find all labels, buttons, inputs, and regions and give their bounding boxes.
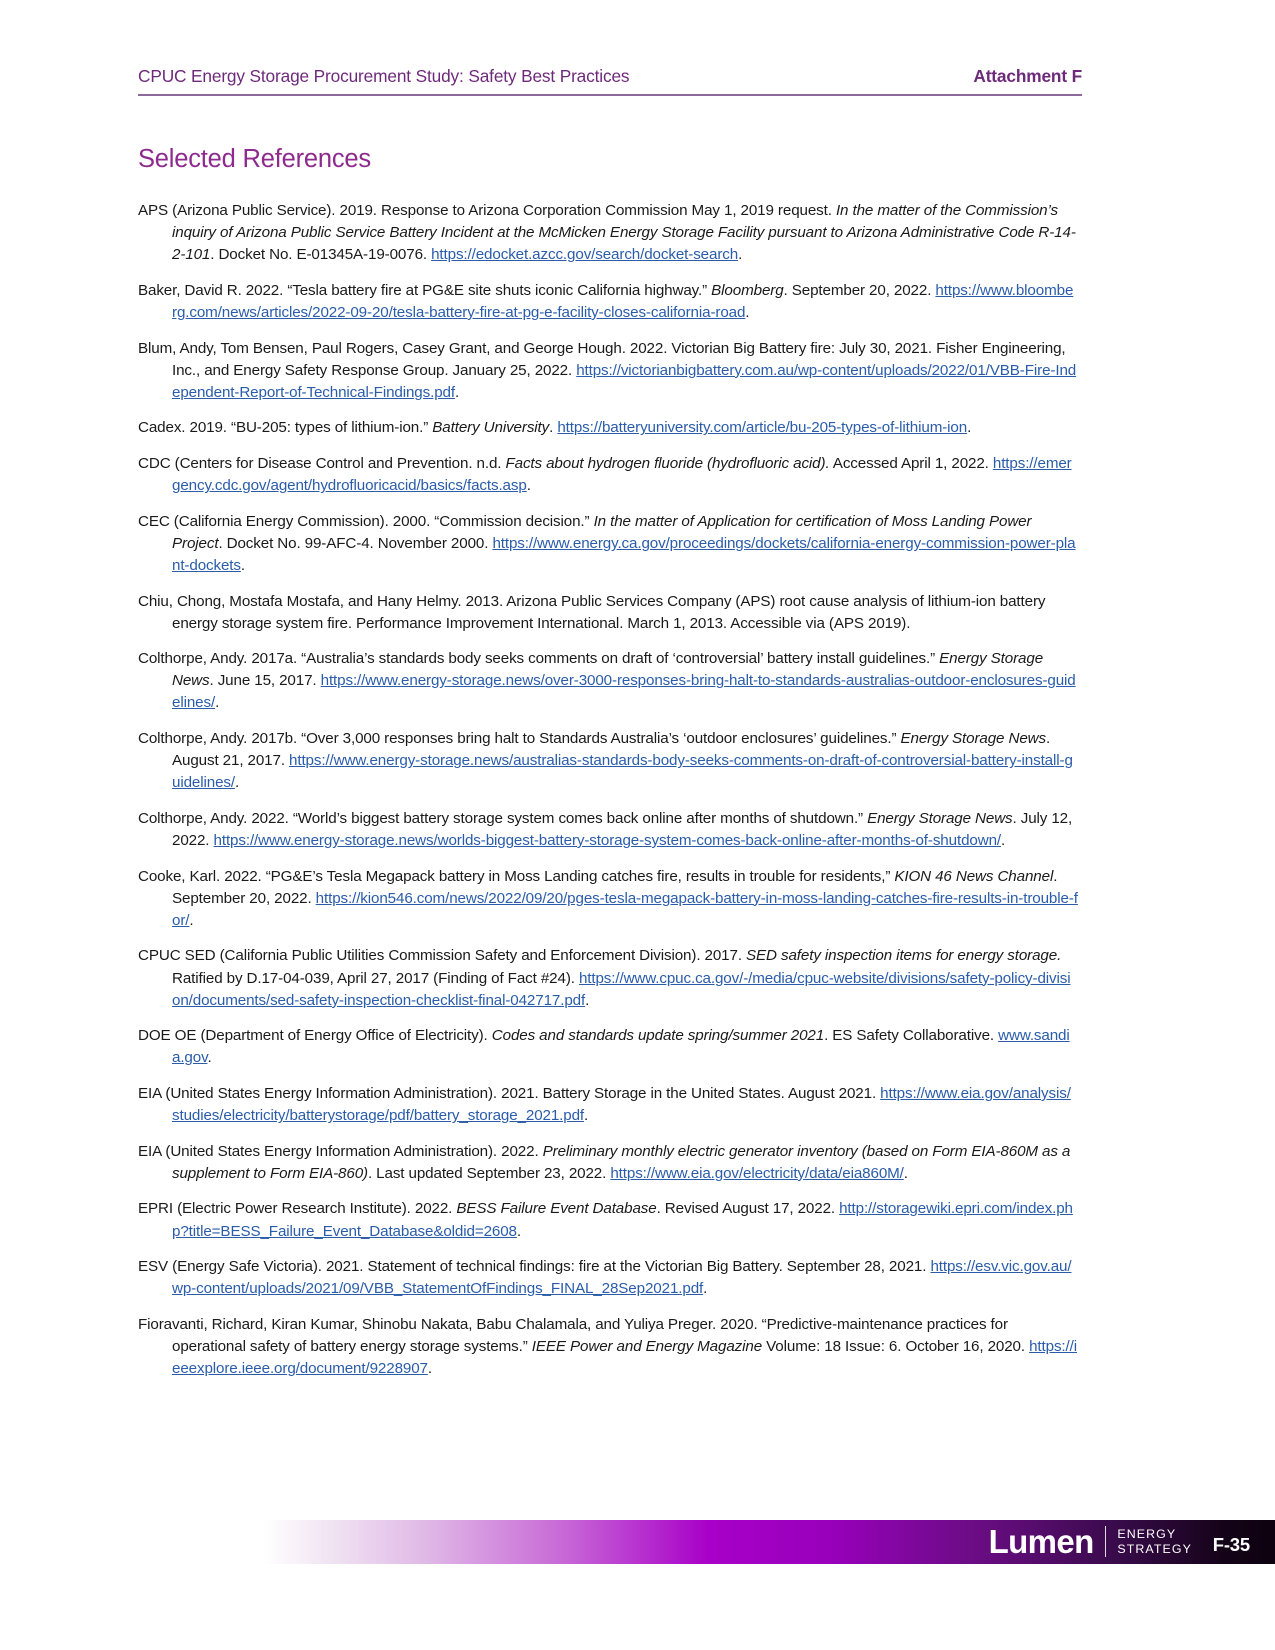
reference-text: EIA (United States Energy Information Administration). 2022. [138,1142,543,1160]
reference-text: Blum, Andy, Tom Bensen, Paul Rogers, Casey Grant, and George Hough. 2022. Victorian Big Battery fire: July 30, 2021. Fisher Engineering, Inc., and Energy Safety Response Group. January 25, 2022. [138,339,1066,379]
page-number: F-35 [1212,1534,1250,1555]
reference-entry [138,1198,1078,1242]
reference-text: . [189,911,194,929]
reference-text: . [240,556,245,574]
reference-link[interactable]: www.sandia.gov [172,1027,1070,1067]
reference-text: . [703,1280,708,1298]
reference-text: Cadex. 2019. “BU-205: types of lithium-ion.” [138,419,433,437]
reference-italic-text: Bloomberg [711,281,784,299]
header-document-title: CPUC Energy Storage Procurement Study: Safety Best Practices [138,66,630,86]
reference-entry [138,866,1078,932]
references-list [138,200,1078,1380]
lumen-logo [989,1525,1192,1558]
reference-link[interactable]: https://www.energy.ca.gov/proceedings/dockets/california-energy-commission-power-plant-dockets [172,534,1076,574]
reference-italic-text: Preliminary monthly electric generator inventory (based on Form EIA-860M as a supplement to Form EIA-860) [172,1142,1071,1182]
reference-text: . [549,419,558,437]
reference-link[interactable]: https://www.eia.gov/electricity/data/eia860M/ [610,1164,904,1182]
page-footer [0,1500,1275,1650]
reference-text: Colthorpe, Andy. 2022. “World’s biggest battery storage system comes back online after months of shutdown.” [138,809,868,827]
reference-link[interactable]: http://storagewiki.epri.com/index.php?title=BESS_Failure_Event_Database&oldid=2608 [172,1200,1073,1240]
page-title: Selected References [138,145,371,173]
reference-text: CEC (California Energy Commission). 2000. “Commission decision.” [138,512,594,530]
reference-text: . Docket No. 99-AFC-4. November 2000. [218,534,493,552]
logo-divider [1105,1526,1107,1557]
reference-entry [138,808,1078,852]
reference-entry [138,511,1078,577]
reference-text: . [967,419,972,437]
reference-text: Cooke, Karl. 2022. “PG&E’s Tesla Megapack battery in Moss Landing catches fire, results in trouble for residents,” [138,867,895,885]
reference-entry [138,1141,1078,1185]
reference-text: Fioravanti, Richard, Kiran Kumar, Shinobu Nakata, Babu Chalamala, and Yuliya Preger. 2020. “Predictive-maintenance practices for operational safety of battery energy storage systems.” [138,1315,1008,1355]
reference-italic-text: IEEE Power and Energy Magazine [531,1337,763,1355]
reference-text: . [903,1164,908,1182]
reference-link[interactable]: https://esv.vic.gov.au/wp-content/uploads/2021/09/VBB_StatementOfFindings_FINAL_28Sep2021.pdf [172,1258,1072,1298]
reference-text: . Last updated September 23, 2022. [367,1164,611,1182]
reference-text: . [584,1107,589,1125]
reference-text: . [215,694,220,712]
reference-link[interactable]: https://www.cpuc.ca.gov/-/media/cpuc-website/divisions/safety-policy-division/documents/sed-safety-inspection-checklist-final-042717.pdf [172,969,1071,1009]
reference-link[interactable]: https://www.eia.gov/analysis/studies/electricity/batterystorage/pdf/battery_storage_2021.pdf [172,1085,1071,1125]
reference-text: Volume: 18 Issue: 6. October 16, 2020. [762,1337,1030,1355]
reference-text: . [526,477,531,495]
reference-text: CDC (Centers for Disease Control and Prevention. n.d. [138,454,506,472]
lumen-logo-tagline [1117,1527,1192,1558]
reference-text: . Docket No. E-01345A-19-0076. [210,246,432,264]
reference-text: Accessed April 1, 2022. [829,454,993,472]
reference-entry [138,338,1078,404]
reference-text: . September 20, 2022. [172,867,1058,907]
reference-italic-text: Codes and standards update spring/summer 2021 [491,1027,825,1045]
reference-entry [138,648,1078,714]
reference-text: CPUC SED (California Public Utilities Commission Safety and Enforcement Division). 2017. [138,947,747,965]
reference-link[interactable]: https://www.bloomberg.com/news/articles/2022-09-20/tesla-battery-fire-at-pg-e-facility-closes-california-road [172,281,1074,321]
reference-link[interactable]: https://www.energy-storage.news/worlds-biggest-battery-storage-system-comes-back-online-after-months-of-shutdown/ [213,832,1001,850]
reference-text: APS (Arizona Public Service). 2019. Response to Arizona Corporation Commission May 1, 2019 request. [138,202,836,219]
reference-italic-text: Facts about hydrogen fluoride (hydrofluoric acid). [505,454,830,472]
lumen-logo-wordmark: Lumen [988,1523,1094,1560]
reference-entry [138,945,1078,1011]
lumen-logo-tagline-line1: ENERGY [1117,1527,1177,1542]
reference-text: . June 15, 2017. [209,672,321,690]
reference-link[interactable]: https://edocket.azcc.gov/search/docket-search [431,246,739,264]
reference-text: . [234,774,240,792]
reference-entry [138,280,1078,324]
reference-text: DOE OE (Department of Energy Office of Electricity). [138,1027,492,1045]
reference-text: . [1001,832,1006,850]
reference-italic-text: KION 46 News Channel [894,867,1054,885]
header-attachment-label: Attachment F [973,66,1082,86]
reference-entry [138,728,1078,794]
reference-text: . [516,1222,521,1240]
reference-link[interactable]: https://ieeexplore.ieee.org/document/9228907 [172,1337,1077,1378]
reference-link[interactable]: https://emergency.cdc.gov/agent/hydrofluoricacid/basics/facts.asp [172,454,1072,495]
reference-text: . September 20, 2022. [783,281,936,299]
reference-text: Baker, David R. 2022. “Tesla battery fire at PG&E site shuts iconic California highway.” [138,281,712,299]
running-header [138,66,1082,96]
reference-text: ESV (Energy Safe Victoria). 2021. Statement of technical findings: fire at the Victorian Big Battery. September 28, 2021. [138,1258,931,1276]
reference-link[interactable]: https://www.energy-storage.news/australias-standards-body-seeks-comments-on-draft-of-controversial-battery-install-guidelines/ [172,752,1073,792]
reference-entry [138,1083,1078,1127]
reference-italic-text: In the matter of Application for certification of Moss Landing Power Project [172,512,1032,552]
reference-entry [138,417,1078,439]
reference-text: Ratified by D.17-04-039, April 27, 2017 (Finding of Fact #24). [172,969,579,987]
reference-text: . [207,1049,212,1067]
reference-text: EPRI (Electric Power Research Institute). 2022. [138,1200,457,1218]
reference-italic-text: Battery University [432,419,550,437]
reference-link[interactable]: https://www.energy-storage.news/over-3000-responses-bring-halt-to-standards-australias-outdoor-enclosures-guidelines/ [172,672,1076,712]
reference-text: Colthorpe, Andy. 2017a. “Australia’s standards body seeks comments on draft of ‘controversial’ battery install guidelines.” [138,650,940,668]
reference-text: . [738,246,743,264]
reference-entry [138,591,1078,635]
reference-italic-text: SED safety inspection items for energy storage. [746,947,1062,965]
reference-text: . [427,1360,432,1378]
reference-entry [138,1025,1078,1069]
reference-entry [138,1314,1078,1380]
reference-text: . August 21, 2017. [172,730,1051,770]
reference-link[interactable]: https://kion546.com/news/2022/09/20/pges-tesla-megapack-battery-in-moss-landing-catches-fire-results-in-trouble-for/ [172,889,1078,929]
reference-link[interactable]: https://batteryuniversity.com/article/bu-205-types-of-lithium-ion [557,419,968,437]
reference-text: EIA (United States Energy Information Administration). 2021. Battery Storage in the United States. August 2021. [138,1085,881,1102]
reference-italic-text: Energy Storage News [172,650,1044,690]
reference-italic-text: In the matter of the Commission’s inquiry of Arizona Public Service Battery Incident at the McMicken Energy Storage Facility pursuant to Arizona Administrative Code R-14-2-101 [172,202,1076,264]
reference-entry [138,200,1078,266]
reference-text: . July 12, 2022. [172,809,1073,850]
reference-italic-text: BESS Failure Event Database [456,1200,657,1218]
reference-italic-text: Energy Storage News [900,730,1046,748]
reference-text: . Revised August 17, 2022. [656,1200,840,1218]
reference-text: Colthorpe, Andy. 2017b. “Over 3,000 responses bring halt to Standards Australia’s ‘outdoor enclosures’ guidelines.” [138,730,901,748]
reference-italic-text: Energy Storage News [867,809,1013,827]
reference-text: . [745,303,750,321]
reference-link[interactable]: https://victorianbigbattery.com.au/wp-content/uploads/2022/01/VBB-Fire-Independent-Report-of-Technical-Findings.pdf [172,361,1077,401]
reference-entry [138,453,1078,497]
reference-text: Chiu, Chong, Mostafa Mostafa, and Hany Helmy. 2013. Arizona Public Services Company (APS) root cause analysis of lithium-ion battery energy storage system fire. Performance Improvement International. March 1, 2013. Accessible via (APS 2019). [138,592,1046,632]
lumen-logo-tagline-line2: STRATEGY [1117,1541,1192,1556]
reference-text: . [454,383,460,401]
reference-entry [138,1256,1078,1300]
reference-text: . [585,991,590,1009]
reference-text: . ES Safety Collaborative. [824,1027,999,1045]
